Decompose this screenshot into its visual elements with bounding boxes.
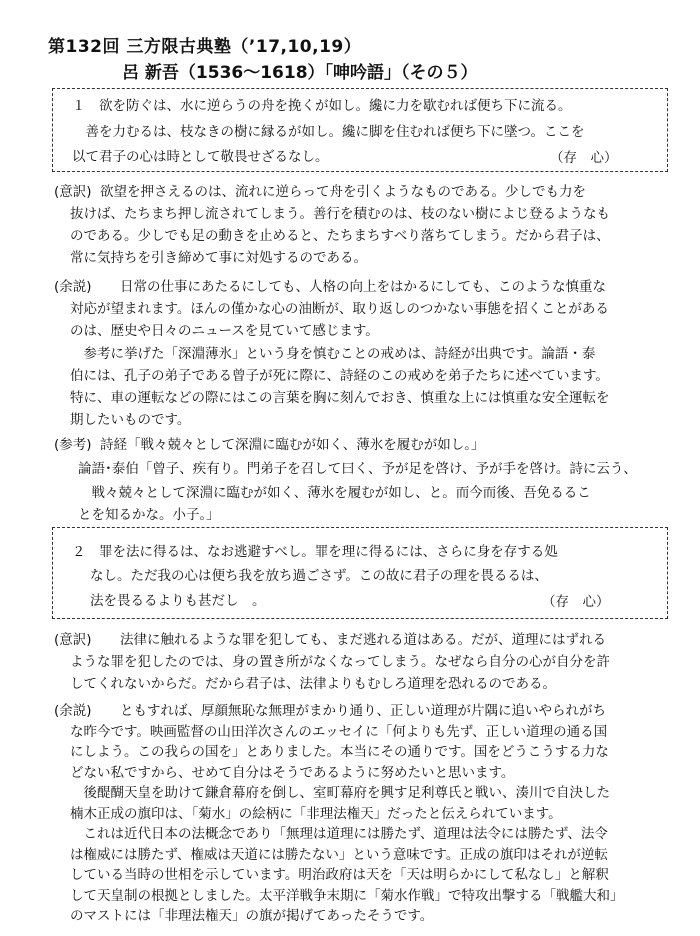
quote2-line: なし。ただ我の心は便ち我を放ち過ごさず。この故に君子の理を畏るるは、 (90, 568, 548, 584)
commentary1-line: 日常の仕事にあたるにしても、人格の向上をはかるにしても、このような慎重な (120, 279, 606, 295)
commentary2-line: にしよう。この我らの国を」とありました。本当にその通りです。国をどうこうする力な (70, 744, 609, 760)
commentary2-line: している当時の世相を示しています。明治政府は天を「天は明らかにして私なし」と解釈 (70, 867, 609, 883)
quote2-line: ２ 罪を法に得るは、なお逃避すべし。罪を理に得るには、さらに身を存する処 (72, 544, 558, 560)
translation2-line: ような罪を犯したのでは、身の置き所がなくなってしまう。なぜなら自分の心が自分を許 (70, 654, 610, 670)
translation1-line: 抜けば、たちまち押し流されてしまう。善行を積むのは、枝のない樹によじ登るようなも (70, 206, 610, 222)
quote2-source: （存 心） (542, 594, 610, 610)
quote1-line: 以て君子の心は時として敬畏せざるなし。 (72, 149, 329, 165)
translation1-line: 欲望を押さえるのは、流れに逆らって舟を引くようなものである。少しでも力を (100, 184, 586, 200)
commentary1-line: 特に、車の運転などの際にはこの言葉を胸に刻んでおき、慎重な上には慎重な安全運転を (70, 390, 610, 406)
reference1-line: 詩経「戦々兢々として深淵に臨むが如く、薄氷を履むが如し。」 (100, 437, 485, 453)
reference1-line: 論語･泰伯「曾子、疾有り。門弟子を召して曰く、予が足を啓け、予が手を啓け。詩に云う、 (78, 461, 637, 477)
commentary1-line: 対応が望まれます。ほんの僅かな心の油断が、取り返しのつかない事態を招くことがある (70, 301, 609, 317)
commentary2-line: ともすれば、厚顔無恥な無理がまかり通り、正しい道理が片隅に追いやられがち (120, 703, 606, 719)
commentary2-line: どない私ですから、せめて自分はそうであるように努めたいと思います。 (70, 764, 515, 781)
commentary1-label: (余説) (54, 279, 92, 295)
commentary1-line: 伯には、孔子の弟子である曾子が死に際に、詩経のこの戒めを弟子たちに述べています。 (70, 368, 609, 384)
session-title: 第132回 三方限古典塾（’17,10,19） (48, 37, 362, 57)
commentary2-line: のマストには「非理法権天」の旗が掲げてあったそうです。 (70, 908, 434, 924)
author-work-title: 呂 新吾（1536～1618）「呻吟語」（その５） (122, 63, 478, 83)
commentary2-line: これは近代日本の法概念であり「無理は道理には勝たず、道理は法令には勝たず、法令 (70, 826, 608, 842)
commentary1-line: 参考に挙げた「深淵薄氷」という身を慎むことの戒めは、詩経が出典です。論語・泰 (70, 346, 596, 362)
commentary1-line: 期したいものです。 (70, 412, 191, 428)
translation1-label: (意訳) (54, 184, 92, 200)
reference1-label: (参考) (54, 437, 92, 453)
reference1-line: とを知るかな。小子。」 (78, 507, 220, 523)
commentary1-line: のは、歴史や日々のニュースを見ていて感じます。 (70, 323, 379, 339)
commentary2-label: (余説) (54, 703, 92, 719)
translation2-label: (意訳) (54, 632, 92, 648)
translation1-line: のである。少しでも足の動きを止めると、たちまちすべり落ちてしまう。だから君子は、 (70, 228, 610, 244)
commentary2-line: 後醍醐天皇を助けて鎌倉幕府を倒し、室町幕府を興す足利尊氏と戦い、湊川で自決した (70, 785, 610, 801)
commentary2-line: 楠木正成の旗印は、「菊水」の絵柄に「非理法権天」だったと伝えられています。 (70, 805, 562, 822)
quote1-source: （存 心） (550, 150, 618, 166)
commentary2-line: は権威には勝たず、権威は天道には勝たない」という意味です。正成の旗印はそれが逆転 (70, 846, 608, 863)
translation2-line: 法律に触れるような罪を犯しても、まだ逃れる道はある。だが、道理にはずれる (120, 632, 606, 648)
quote1-line: １ 欲を防ぐは、水に逆らうの舟を挽くが如し。纔に力を歇むれば便ち下に流る。 (72, 98, 572, 114)
translation1-line: 常に気持ちを引き締めて事に対処するのである。 (70, 250, 367, 266)
reference1-line: 戦々兢々として深淵に臨むが如く、薄氷を履むが如し、と。而今而後、吾免るるこ (78, 485, 591, 501)
quote1-line: 善を力むるは、枝なきの樹に縁るが如し。纔に脚を住むれば便ち下に墜つ。ここを (72, 124, 585, 140)
quote2-line: 法を畏るるよりも甚だし 。 (90, 593, 266, 609)
translation2-line: してくれないからだ。だから君子は、法律よりもむしろ道理を恐れるのである。 (70, 676, 556, 692)
commentary2-line: して天皇制の根拠としました。太平洋戦争末期に「菊水作戦」で特攻出撃する「戦艦大和」 (70, 887, 624, 904)
commentary2-line: な昨今です。映画監督の山田洋次さんのエッセイに「何よりも先ず、正しい道理の通る国 (70, 723, 608, 740)
